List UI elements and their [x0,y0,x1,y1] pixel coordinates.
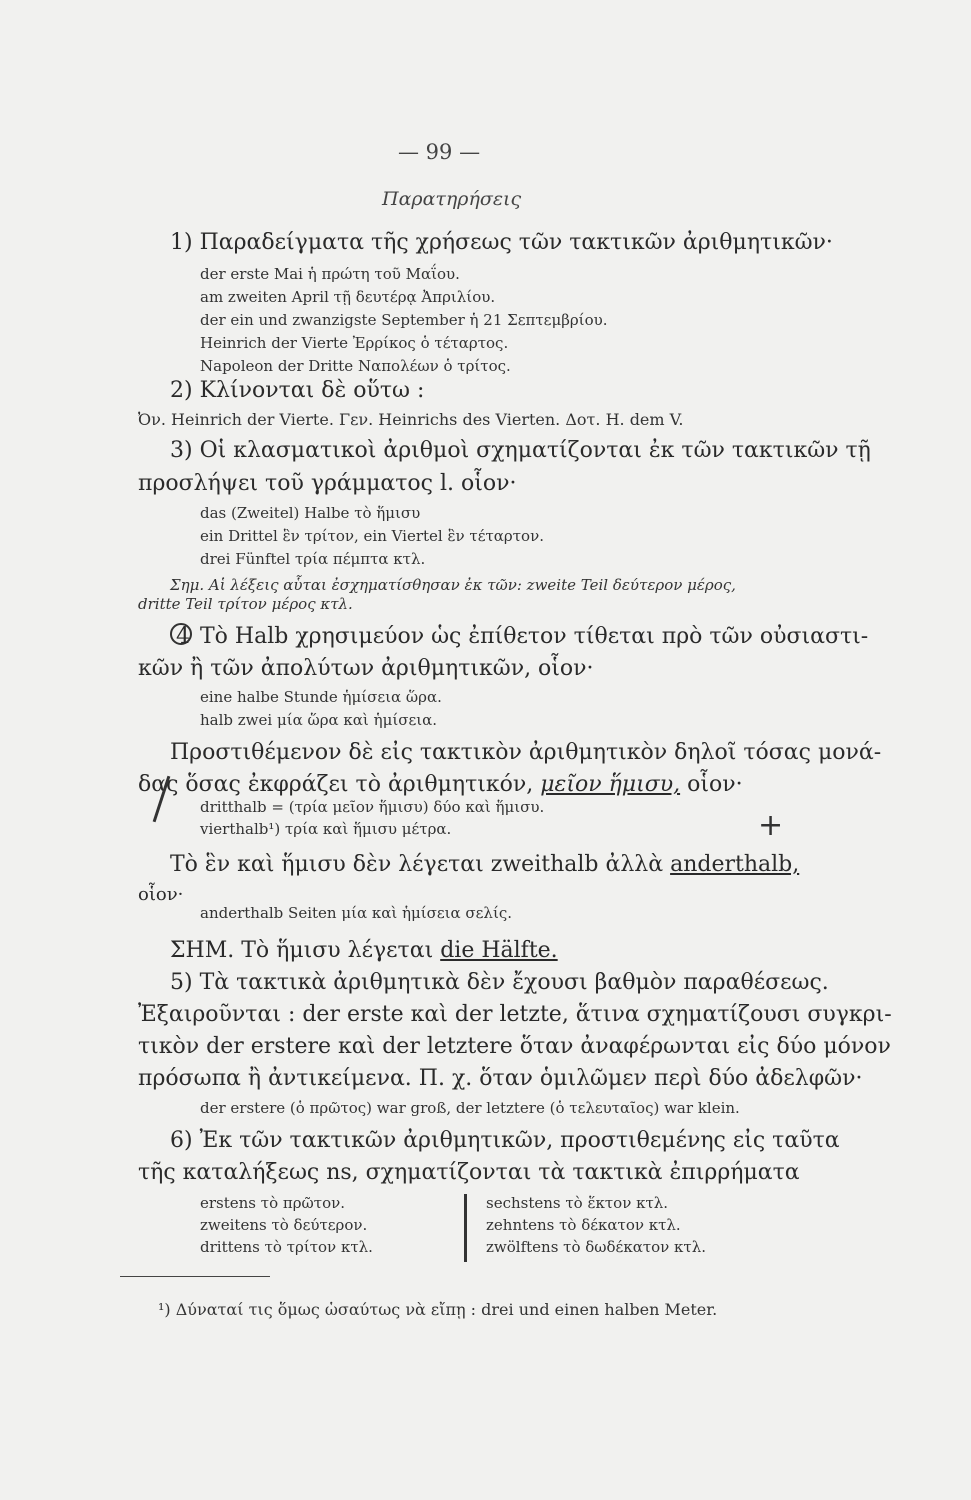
footnote: ¹) Δύναταί τις ὅμως ὡσαύτως νὰ εἴπῃ : drei und einen halben Meter. [158,1300,718,1319]
section-3-note: dritte Teil τρίτον μέρος κτλ. [138,595,353,613]
section-4-paragraph: Προστιθέμενον δὲ εἰς τακτικὸν ἀριθμητικὸν δηλοῖ τόσας μονά- [170,740,882,765]
adverb-left: zweitens τὸ δεύτερον. [200,1216,368,1234]
column-divider [464,1194,467,1262]
adverb-right: sechstens τὸ ἕκτον κτλ. [486,1194,669,1212]
section-5-line: τικὸν der erstere καὶ der letztere ὅταν ἀναφέρωνται εἰς δύο μόνον [138,1034,891,1059]
section-title: Παρατηρήσεις [382,188,522,210]
section-4-paragraph [170,854,799,876]
section-1-line: am zweiten April τῇ δευτέρᾳ Ἀπριλίου. [200,288,496,306]
underlined-phrase: μεῖον ἥμισυ, [540,772,681,797]
section-3-line: προσλήψει τοῦ γράμματος l. οἷον· [138,471,517,496]
section-1-line: Heinrich der Vierte Ἐρρίκος ὁ τέταρτος. [200,334,509,352]
section-4-line: Τὸ Halb χρησιμεύον ὡς ἐπίθετον τίθεται πρὸ τῶν οὐσιαστι- [200,624,869,649]
section-4-note [170,940,558,962]
paragraph-part: Τὸ ἓν καὶ ἥμισυ δὲν λέγεται zweithalb ἀλλὰ [170,852,664,877]
section-6-line: 6) Ἐκ τῶν τακτικῶν ἀριθμητικῶν, προστιθεμένης εἰς ταῦτα [170,1128,840,1153]
paragraph-part: δας ὅσας ἐκφράζει τὸ ἀριθμητικόν, [138,772,534,797]
page-number: — 99 — [398,140,481,164]
section-3-line: 3) Οἱ κλασματικοὶ ἀριθμοὶ σχηματίζονται ἐκ τῶν τακτικῶν τῇ [170,438,871,463]
paragraph-part: οἷον· [687,772,743,797]
section-4-example: dritthalb = (τρία μεῖον ἥμισυ) δύο καὶ ἥμισυ. [200,798,545,816]
adverb-left: drittens τὸ τρίτον κτλ. [200,1238,373,1256]
section-1-line: Napoleon der Dritte Ναπολέων ὁ τρίτος. [200,357,511,375]
section-5-example: der erstere (ὁ πρῶτος) war groß, der letztere (ὁ τελευταῖος) war klein. [200,1099,740,1117]
section-6-line: τῆς καταλήξεως ns, σχηματίζονται τὰ τακτικὰ ἐπιρρήματα [138,1160,800,1185]
section-3-note: Σημ. Αἱ λέξεις αὗται ἐσχηματίσθησαν ἐκ τῶν: zweite Teil δεύτερον μέρος, [170,576,736,594]
adverb-left: erstens τὸ πρῶτον. [200,1194,345,1212]
adverb-right: zwölftens τὸ δωδέκατον κτλ. [486,1238,706,1256]
section-5-line: πρόσωπα ἢ ἀντικείμενα. Π. χ. ὅταν ὁμιλῶμεν περὶ δύο ἀδελφῶν· [138,1066,863,1091]
section-5-line: Ἐξαιροῦνται : der erste καὶ der letzte, ἅτινα σχηματίζουσι συγκρι- [138,1002,892,1027]
section-4-paragraph: οἷον· [138,884,184,905]
section-1-line: der erste Mai ἡ πρώτη τοῦ Μαΐου. [200,265,460,283]
section-4-number: 4 [176,624,190,649]
underlined-phrase: anderthalb, [670,852,800,877]
section-4-example: eine halbe Stunde ἡμίσεια ὥρα. [200,688,442,706]
margin-cross-mark: + [758,808,784,843]
section-3-example: ein Drittel ἓν τρίτον, ein Viertel ἓν τέταρτον. [200,527,544,545]
note-part: ΣΗΜ. Τὸ ἥμισυ λέγεται [170,938,434,963]
section-4-example: anderthalb Seiten μία καὶ ἡμίσεια σελίς. [200,904,512,922]
section-2-declension: Ὀν. Heinrich der Vierte. Γεν. Heinrichs des Vierten. Δοτ. H. dem V. [138,410,684,429]
section-3-example: das (Zweitel) Halbe τὸ ἥμισυ [200,504,421,522]
section-3-example: drei Fünftel τρία πέμπτα κτλ. [200,550,426,568]
underlined-phrase: die Hälfte. [440,938,558,963]
section-1-line: der ein und zwanzigste September ἡ 21 Σεπτεμβρίου. [200,311,608,329]
section-4-example: halb zwei μία ὥρα καὶ ἡμίσεια. [200,711,437,729]
section-1-heading: 1) Παραδείγματα τῆς χρήσεως τῶν τακτικῶν ἀριθμητικῶν· [170,230,833,255]
footnote-rule [120,1276,270,1277]
section-4-paragraph [138,774,743,796]
section-4-example: vierthalb¹) τρία καὶ ἥμισυ μέτρα. [200,820,452,838]
section-5-line: 5) Τὰ τακτικὰ ἀριθμητικὰ δὲν ἔχουσι βαθμὸν παραθέσεως. [170,970,829,995]
section-2-heading: 2) Κλίνονται δὲ οὕτω : [170,378,425,403]
adverb-right: zehntens τὸ δέκατον κτλ. [486,1216,681,1234]
section-4-line: κῶν ἢ τῶν ἀπολύτων ἀριθμητικῶν, οἷον· [138,656,594,681]
